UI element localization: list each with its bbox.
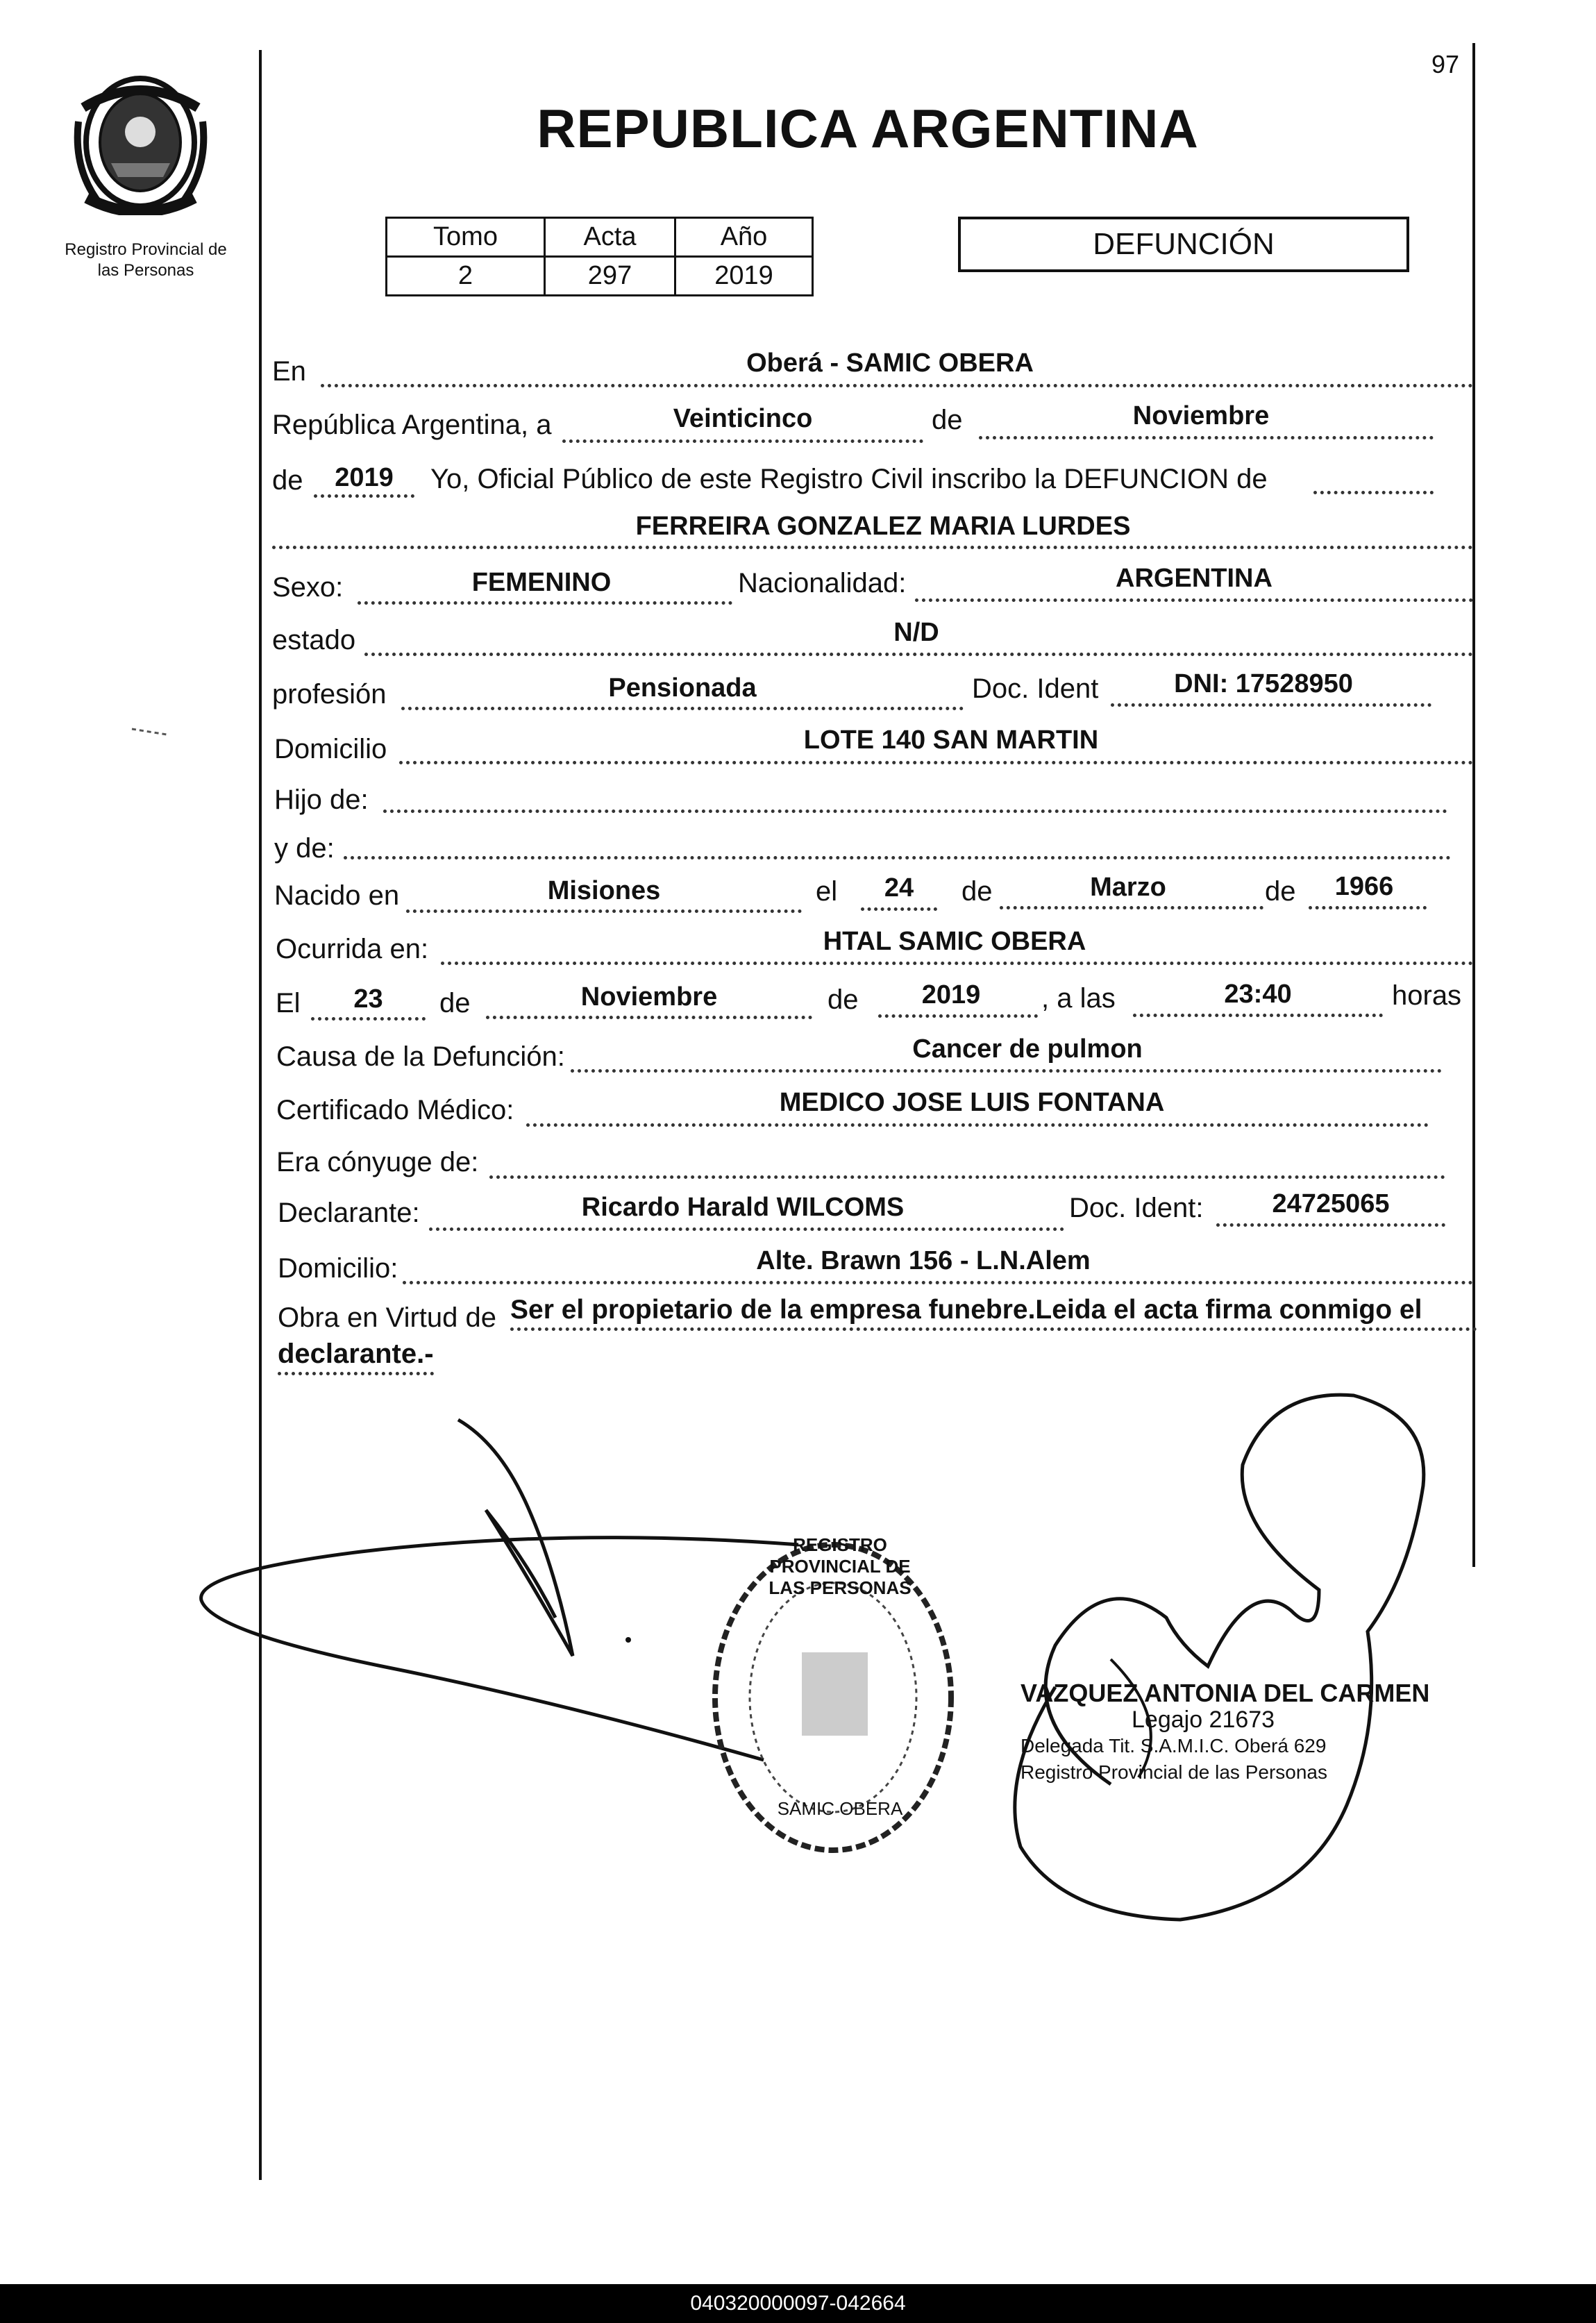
obra-value-line-2: declarante.- [278,1339,434,1375]
official-role: Delegada Tit. S.A.M.I.C. Oberá 629 [1020,1735,1327,1756]
profesion-value: Pensionada [608,673,757,703]
en-value: Oberá - SAMIC OBERA [746,349,1034,378]
fallec-dia-value: 23 [353,984,383,1014]
official-stamp [1020,1680,1429,1786]
causa-value: Cancer de pulmon [912,1034,1143,1064]
de-label-5: de [439,988,471,1018]
oficial-text: Yo, Oficial Público de este Registro Civil inscribo la DEFUNCION de [430,464,1268,494]
nacionalidad-label: Nacionalidad: [738,568,907,598]
profesion-label: profesión [272,679,387,710]
anio-value: 2019 [675,257,813,296]
nacionalidad-value: ARGENTINA [1116,564,1272,593]
doc-ident-label: Doc. Ident [972,673,1099,704]
record-type-box: DEFUNCIÓN [958,217,1409,272]
de-label-4: de [1265,876,1296,907]
round-stamp-emblem [802,1652,868,1736]
a-las-label: , a las [1041,983,1116,1014]
horas-label: horas [1392,980,1462,1011]
tomo-header: Tomo [387,218,545,257]
causa-label: Causa de la Defunción: [276,1041,565,1072]
signature-stroke-2 [201,1538,798,1760]
estado-value: N/D [893,618,939,647]
declarante-label: Declarante: [278,1198,420,1228]
hijo-de-label: Hijo de: [274,785,369,815]
registro-line-2: las Personas [97,261,194,280]
domicilio-label: Domicilio [274,734,387,764]
nacido-anio-value: 1966 [1334,872,1394,901]
signature-dot [625,1637,631,1643]
round-stamp-text: REGISTRO PROVINCIAL DE LAS PERSONAS [768,1534,912,1598]
certificado-value: MEDICO JOSE LUIS FONTANA [779,1088,1165,1117]
de-label-6: de [828,984,859,1015]
obra-value-line-1: Ser el propietario de la empresa funebre.Leida el acta firma conmigo el [510,1295,1477,1331]
nacido-lugar-value: Misiones [547,876,661,905]
acta-value: 297 [545,257,675,296]
acta-header: Acta [545,218,675,257]
obra-label: Obra en Virtud de [278,1302,497,1333]
declarante-value: Ricardo Harald WILCOMS [581,1193,905,1222]
page-number: 97 [1431,50,1460,78]
de-label-2: de [272,465,303,496]
doc-ident2-value: 24725065 [1272,1189,1390,1218]
nombre-value: FERREIRA GONZALEZ MARIA LURDES [635,512,1131,541]
certificado-label: Certificado Médico: [276,1095,514,1125]
margin-mark [132,729,167,735]
de-label: de [932,405,963,435]
republica-label: República Argentina, a [272,410,552,440]
ocurrida-value: HTAL SAMIC OBERA [823,927,1086,956]
de-label-3: de [961,876,993,907]
sexo-label: Sexo: [272,572,344,603]
ocurrida-en-label: Ocurrida en: [276,934,429,964]
estado-label: estado [272,625,356,655]
official-name: VAZQUEZ ANTONIA DEL CARMEN [1020,1679,1430,1707]
doc-ident-value: DNI: 17528950 [1174,669,1353,698]
official-org: Registro Provincial de las Personas [1020,1761,1327,1783]
mes-value: Noviembre [1132,401,1270,430]
nacido-mes-value: Marzo [1090,873,1166,902]
anio-header: Año [675,218,813,257]
domicilio2-label: Domicilio: [278,1253,398,1284]
signature-stroke-3 [1015,1395,1424,1920]
sexo-value: FEMENINO [471,568,612,597]
fallec-anio-value: 2019 [921,980,981,1009]
nacido-dia-value: 24 [884,873,914,903]
anio-value: 2019 [335,463,394,492]
official-legajo: Legajo 21673 [1132,1706,1275,1733]
el2-label: El [276,988,301,1018]
nacido-en-label: Nacido en [274,880,400,911]
footer-barcode-text: 040320000097-042664 [0,2284,1596,2323]
dia-value: Veinticinco [673,404,813,433]
domicilio-value: LOTE 140 SAN MARTIN [803,726,1099,755]
registro-line-1: Registro Provincial de [65,240,227,259]
en-label: En [272,356,306,387]
domicilio2-value: Alte. Brawn 156 - L.N.Alem [756,1246,1091,1275]
document-title: REPUBLICA ARGENTINA [537,98,1199,159]
tomo-value: 2 [387,257,545,296]
hora-value: 23:40 [1224,980,1292,1009]
doc-ident2-label: Doc. Ident: [1069,1193,1204,1223]
round-stamp-subtext: SAMIC OBERA [777,1798,903,1819]
conyuge-label: Era cónyuge de: [276,1147,479,1177]
y-de-label: y de: [274,833,335,864]
fallec-mes-value: Noviembre [580,982,718,1012]
el-label: el [816,876,838,907]
